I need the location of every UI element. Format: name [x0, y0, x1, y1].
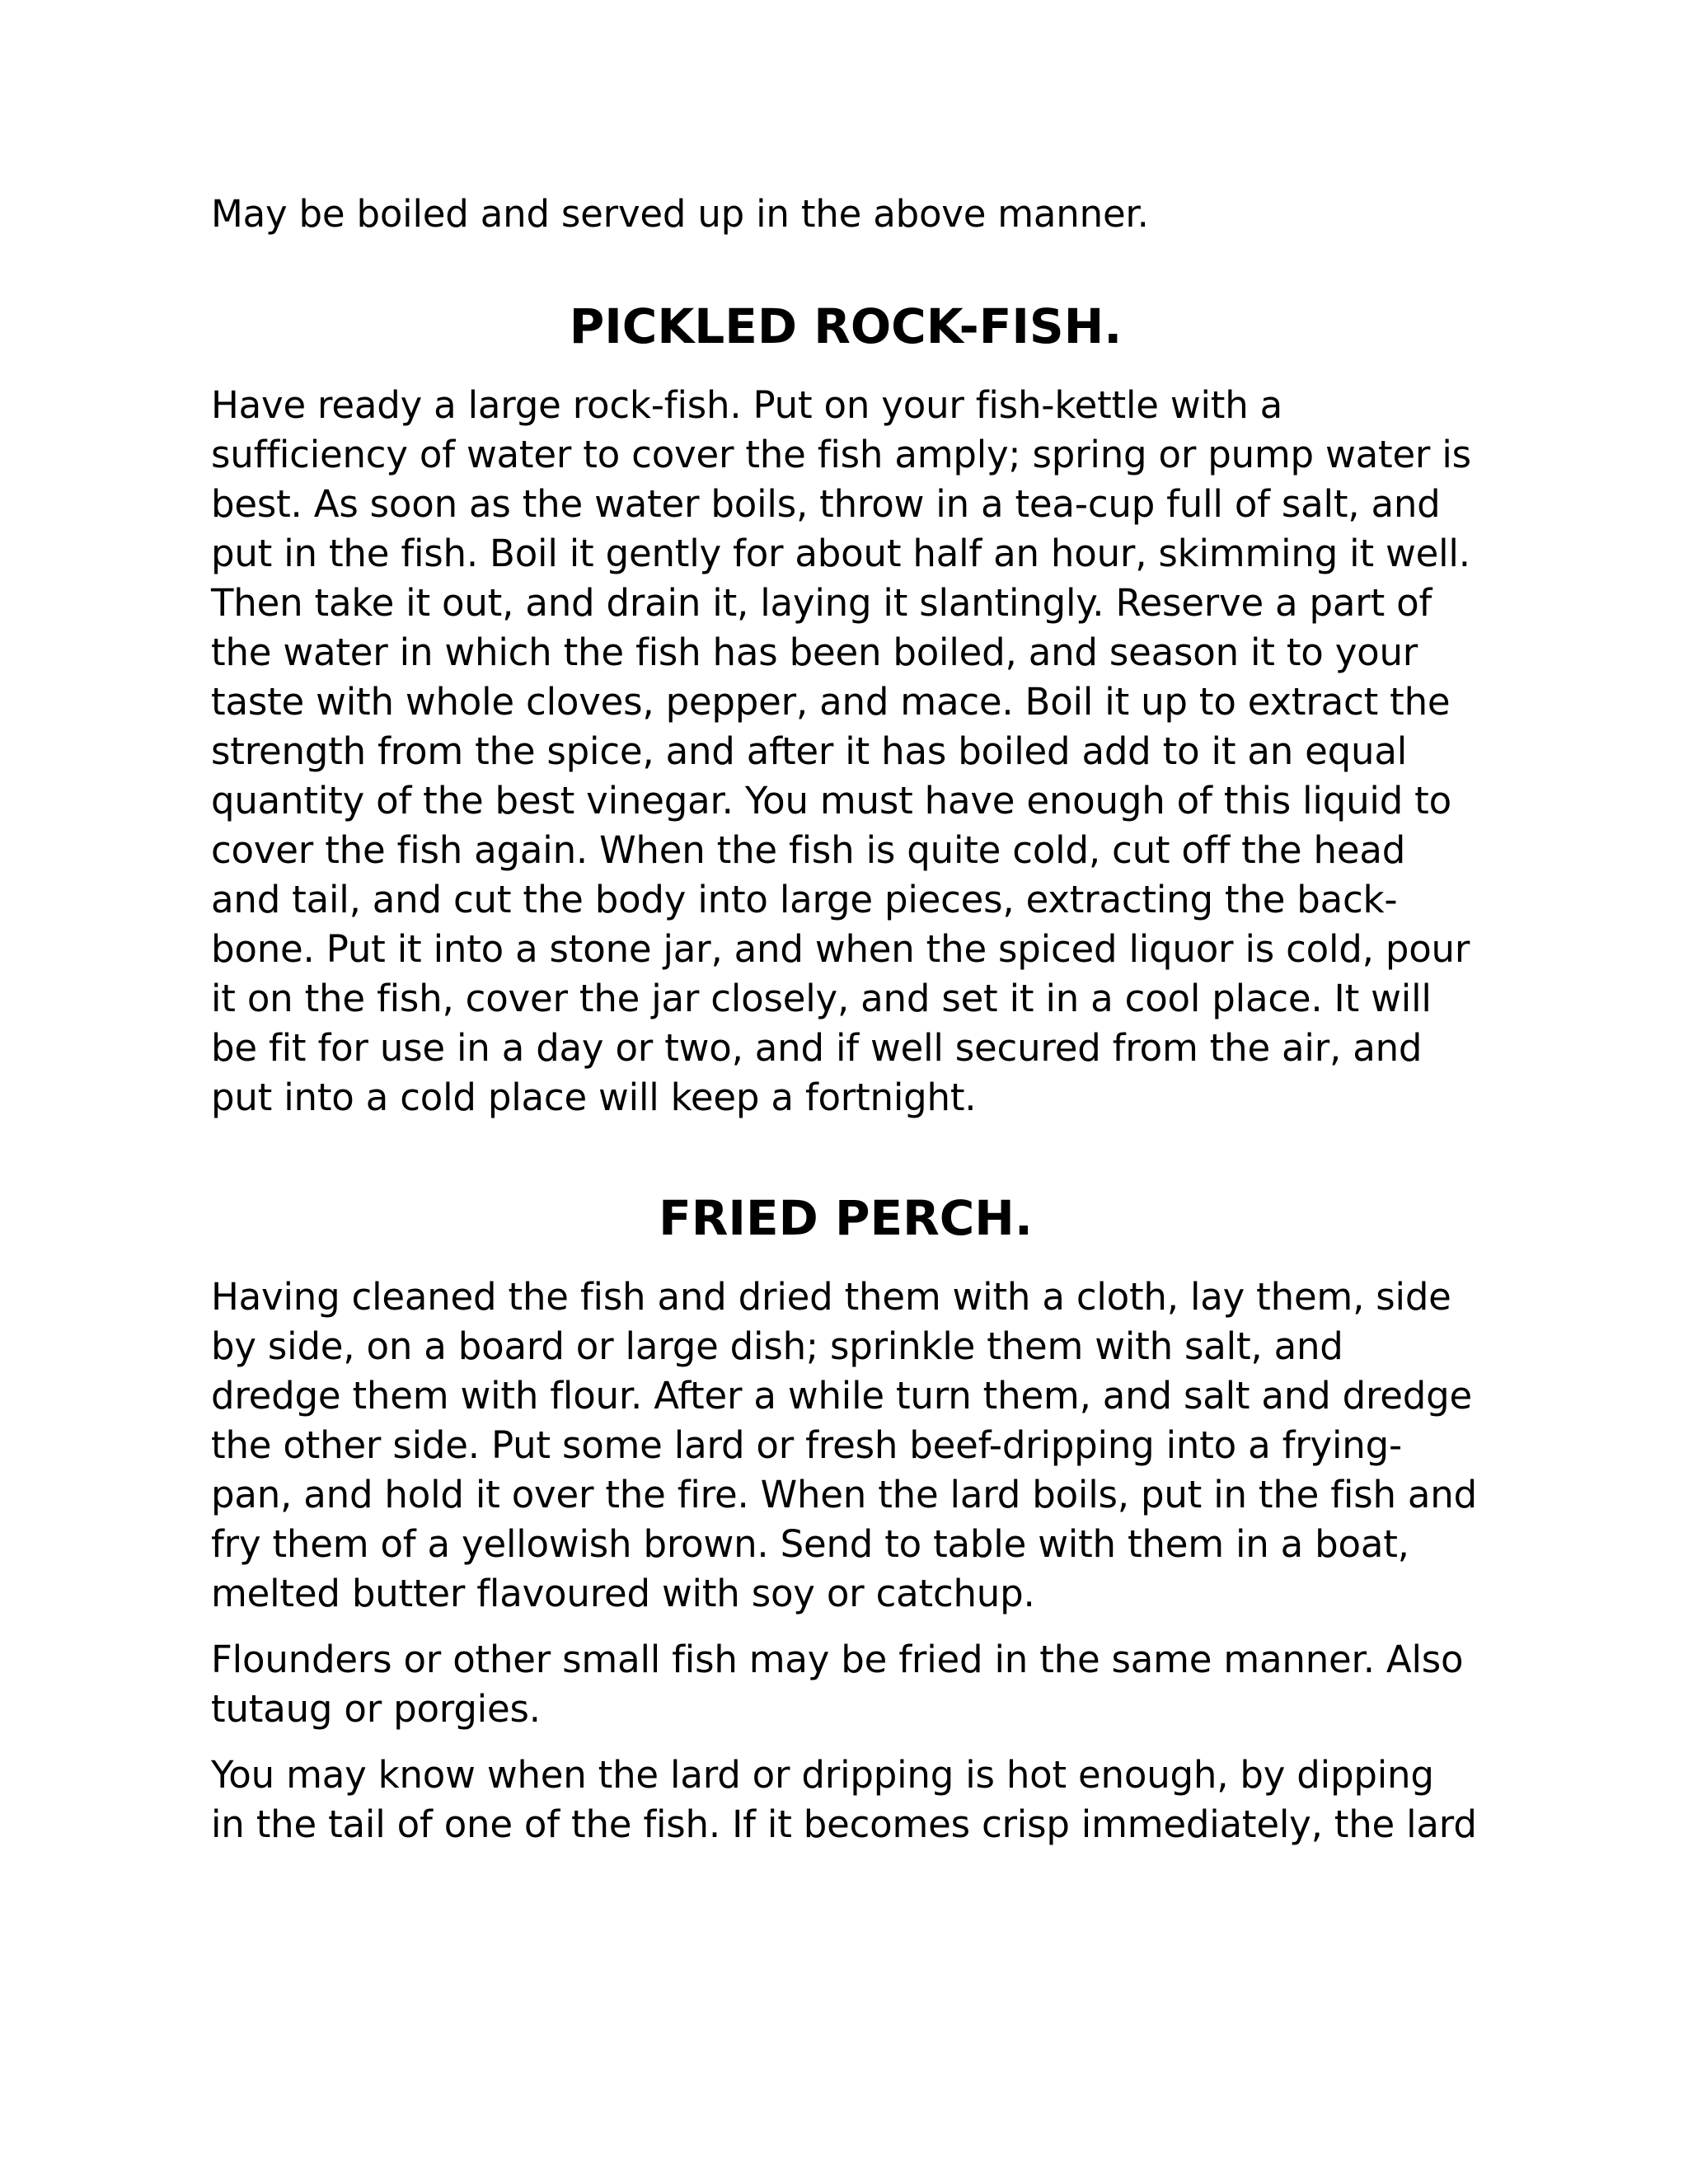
section-pickled-rock-fish — [211, 297, 1480, 1122]
section-heading: FRIED PERCH. — [659, 1190, 1033, 1246]
section-fried-perch — [211, 1188, 1480, 1849]
document-page — [211, 190, 1480, 1849]
recipe-paragraph: Have ready a large rock-fish. Put on your fish-kettle with a sufficiency of water to cover the fish amply; spring or pump water is best. As soon as the water boils, throw in a tea-cup full of salt, and put in the fish. Boil it gently for about half an hour, skimming it well. Then take it out, and drain it, laying it slantingly. Reserve a part of the water in which the fish has been boiled, and season it to your taste with whole cloves, pepper, and mace. Boil it up to extract the strength from the spice, and after it has boiled add to it an equal quantity of the best vinegar. You must have enough of this liquid to cover the fish again. When the fish is quite cold, cut off the head and tail, and cut the body into large pieces, extracting the back- bone. Put it into a stone jar, and when the spiced liquor is cold, pour it on the fish, cover the jar closely, and set it in a cool place. It will be fit for use in a day or two, and if well secured from the air, and put into a cold place will keep a fortnight. — [211, 383, 1471, 1119]
section-heading: PICKLED ROCK-FISH. — [569, 298, 1123, 354]
recipe-paragraph: Having cleaned the fish and dried them with a cloth, lay them, side by side, on a board or large dish; sprinkle them with salt, and dredge them with flour. After a while turn them, and salt and dredge the other side. Put some lard or fresh beef-dripping into a frying- pan, and hold it over the fire. When the lard boils, put in the fish and fry them of a yellowish brown. Send to table with them in a boat, melted butter flavoured with soy or catchup. — [211, 1275, 1477, 1615]
intro-paragraph: May be boiled and served up in the above manner. — [211, 192, 1149, 236]
recipe-paragraph: Flounders or other small fish may be fried in the same manner. Also tutaug or porgies. — [211, 1638, 1464, 1731]
recipe-paragraph: You may know when the lard or dripping is hot enough, by dipping in the tail of one of the fish. If it becomes crisp immediately, the lard — [211, 1753, 1477, 1846]
